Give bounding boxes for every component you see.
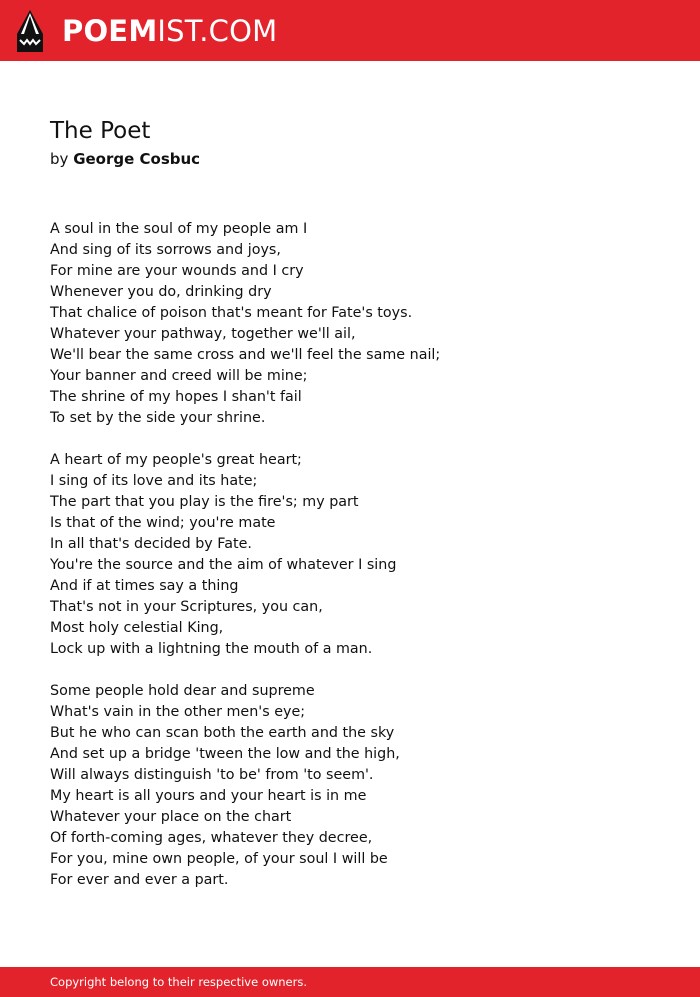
poem-line: Will always distinguish 'to be' from 'to seem'. — [50, 767, 374, 783]
poem-line: And sing of its sorrows and joys, — [50, 242, 281, 258]
stanza — [50, 681, 670, 891]
poem-line: To set by the side your shrine. — [50, 410, 266, 426]
logo-text-light: IST.COM — [157, 14, 278, 48]
site-footer — [0, 967, 700, 997]
stanza — [50, 450, 670, 660]
poem-line: You're the source and the aim of whatever I sing — [50, 557, 397, 573]
poem-line: A soul in the soul of my people am I — [50, 221, 308, 237]
copyright-notice: Copyright belong to their respective owners. — [50, 975, 308, 989]
poem-line: Whatever your pathway, together we'll ail, — [50, 326, 356, 342]
poem-body — [50, 219, 670, 912]
poem-line: Whatever your place on the chart — [50, 809, 292, 825]
poem-line: And set up a bridge 'tween the low and the high, — [50, 746, 400, 762]
poem-line: I sing of its love and its hate; — [50, 473, 258, 489]
poem-line: We'll bear the same cross and we'll feel the same nail; — [50, 347, 441, 363]
poem-line: Lock up with a lightning the mouth of a man. — [50, 641, 373, 657]
poem-line: That chalice of poison that's meant for Fate's toys. — [50, 305, 413, 321]
author-name: George Cosbuc — [73, 150, 201, 168]
poem-line: Some people hold dear and supreme — [50, 683, 315, 699]
poem-line: Your banner and creed will be mine; — [50, 368, 308, 384]
pencil-icon[interactable] — [17, 10, 43, 52]
poem-line: A heart of my people's great heart; — [50, 452, 302, 468]
byline — [50, 149, 200, 169]
poem-line: My heart is all yours and your heart is in me — [50, 788, 367, 804]
byline-prefix: by — [50, 150, 69, 168]
poem-line: Whenever you do, drinking dry — [50, 284, 272, 300]
poem-line: In all that's decided by Fate. — [50, 536, 252, 552]
poem-line: The shrine of my hopes I shan't fail — [50, 389, 302, 405]
stanza — [50, 219, 670, 429]
poem-line: That's not in your Scriptures, you can, — [50, 599, 323, 615]
poem-line: Is that of the wind; you're mate — [50, 515, 276, 531]
poem-line: The part that you play is the fire's; my part — [50, 494, 359, 510]
poem-line: What's vain in the other men's eye; — [50, 704, 306, 720]
site-header — [0, 0, 700, 61]
poem-title: The Poet — [50, 118, 151, 144]
poem-line: For you, mine own people, of your soul I will be — [50, 851, 388, 867]
poem-line: And if at times say a thing — [50, 578, 239, 594]
poem-line: Of forth-coming ages, whatever they decree, — [50, 830, 373, 846]
poem-line: But he who can scan both the earth and the sky — [50, 725, 395, 741]
poem-line: For ever and ever a part. — [50, 872, 229, 888]
poem-line: Most holy celestial King, — [50, 620, 224, 636]
poem-line: For mine are your wounds and I cry — [50, 263, 304, 279]
logo-text-strong: POEM — [62, 14, 158, 48]
site-logo[interactable] — [62, 13, 277, 49]
